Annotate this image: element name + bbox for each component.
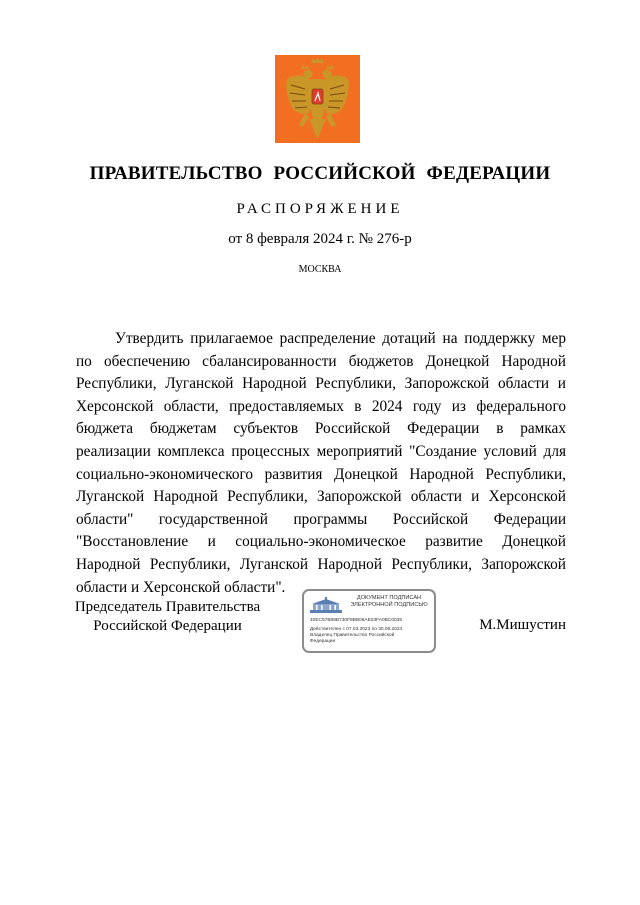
- order-paragraph: Утвердить прилагаемое распределение дотаций на поддержку мер по обеспечению сбалансированности бюджетов Донецкой Народной Республики, Луганской Народной Республики, Запорожской области и Херсонской области, предоставляемых в 2024 году из федерального бюджета бюджетам субъектов Российской Федерации в рамках реализации комплекса процессных мероприятий "Создание условий для социально-экономического развития Донецкой Народной Республики, Луганской Народной Республики, Запорожской области и Херсонской области" государственной программы Российской Федерации "Восстановление и социально-экономическое развитие Донецкой Народной Республики, Луганской Народной Республики, Запорожской области и Херсонской области".: [76, 330, 566, 596]
- government-building-icon: [310, 597, 342, 613]
- position-line-2: Российской Федерации: [93, 618, 242, 634]
- certificate-owner-line-2: Федерации: [310, 639, 336, 644]
- issue-city: МОСКВА: [298, 264, 342, 275]
- certificate-owner-line-1: Владелец Правительство Российской: [310, 633, 395, 638]
- stamp-heading: [344, 595, 434, 609]
- stamp-heading-line-1: ДОКУМЕНТ ПОДПИСАН: [356, 595, 422, 601]
- electronic-signature-stamp: [302, 589, 436, 653]
- stamp-heading-line-2: ЭЛЕКТРОННОЙ ПОДПИСЬЮ: [350, 602, 428, 608]
- document-date-number: от 8 февраля 2024 г. № 276-р: [228, 231, 412, 247]
- coat-of-arms-emblem: [275, 55, 360, 143]
- signatory-position: [70, 598, 265, 636]
- signatory-surname: М.Мишустин: [479, 617, 566, 633]
- position-line-1: Председатель Правительства: [74, 599, 261, 615]
- certificate-validity: Действителен с 07.03.2023 по 30.05.2024: [310, 627, 403, 632]
- certificate-serial: 40EC57B88B730F8BB06AE03FA0BC0035: [310, 618, 403, 623]
- issuer-title: ПРАВИТЕЛЬСТВО РОССИЙСКОЙ ФЕДЕРАЦИИ: [89, 163, 551, 184]
- document-type: РАСПОРЯЖЕНИЕ: [236, 201, 404, 217]
